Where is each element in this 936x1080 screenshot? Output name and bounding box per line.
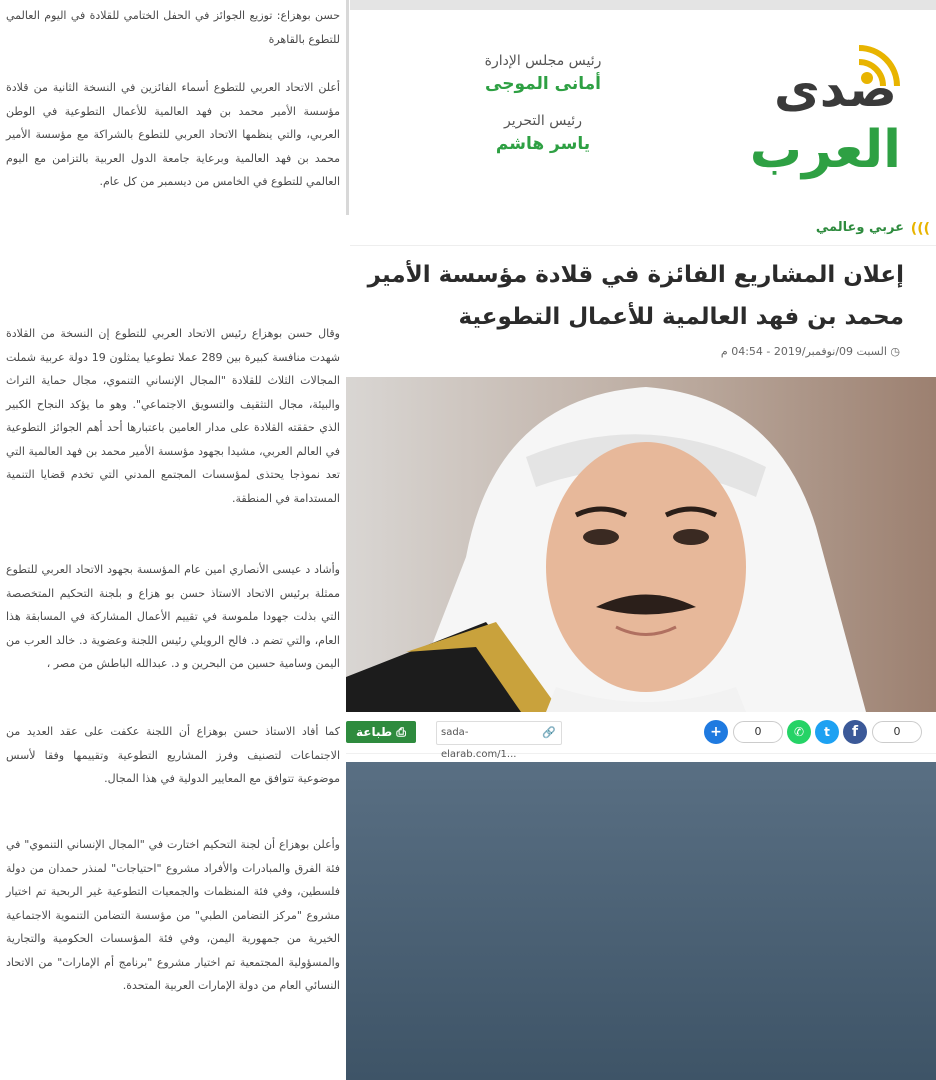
editor-name: ياسر هاشم — [495, 134, 591, 154]
editorial-board — [458, 50, 628, 170]
rss-icon[interactable]: ))) — [910, 221, 930, 237]
board-name: أمانى الموجى — [485, 74, 601, 94]
top-bar — [350, 0, 936, 10]
share-bar — [346, 712, 936, 760]
article-paragraph: وأشاد د عيسى الأنصاري امين عام المؤسسة بجهود الاتحاد العربي للتطوع ممثلة برئيس الاتحاد الاستاذ حسن بو هزاع و بلجنة التحكيم المتخصصة التي بذلت جهودا ملموسة في تقييم الأعمال المشاركة في المسابقة هذا العام، والتي تضم د. فالح الرويلي رئيس اللجنة وعضوية د. خالد العرب من اليمن وسامية حسين من البحرين و د. عبدالله الباطش من مصر ، — [6, 563, 340, 670]
addthis-plus-icon[interactable]: + — [704, 720, 728, 744]
article-body-column — [6, 0, 342, 1080]
logo-word-bottom: العرب — [749, 120, 901, 180]
clock-icon: ◷ — [886, 345, 900, 358]
print-button[interactable] — [346, 721, 416, 743]
link-icon: 🔗 — [542, 726, 556, 739]
whatsapp-icon[interactable]: ✆ — [787, 720, 811, 744]
column-divider — [346, 0, 349, 215]
article-paragraph: كما أفاد الاستاذ حسن بوهزاع أن اللجنة عكفت على عقد العديد من الاجتماعات لتصنيف وفرز المشاريع التطوعية وتقييمها وفقا لأسس موضوعية تتوافق مع المعايير الدولية في هذا المجال. — [6, 725, 340, 785]
date-text: السبت 09/نوفمبر/2019 - 04:54 م — [720, 345, 887, 358]
facebook-icon[interactable]: f — [843, 720, 867, 744]
article-paragraph: حسن بوهزاع: توزيع الجوائز في الحفل الختامي للقلادة في اليوم العالمي للتطوع بالقاهرة — [6, 9, 340, 46]
logo-word-top: صدى — [773, 60, 897, 118]
editor-role: رئيس التحرير — [504, 113, 582, 129]
print-icon: ⎙ — [392, 725, 406, 739]
category-link[interactable]: عربي وعالمي — [815, 220, 904, 235]
article-headline: إعلان المشاريع الفائزة في قلادة مؤسسة الأمير محمد بن فهد العالمية للأعمال التطوعية — [367, 262, 904, 330]
article-photo — [346, 377, 936, 712]
print-label: طباعة — [356, 725, 393, 739]
portrait-illustration — [346, 377, 936, 712]
ad-placeholder — [346, 762, 936, 1080]
site-logo[interactable] — [695, 32, 915, 202]
site-header — [350, 10, 936, 215]
article-date — [721, 345, 900, 358]
url-text: sada-elarab.com/1... — [441, 727, 517, 760]
share-count-left: 0 — [733, 721, 783, 743]
category-bar — [350, 216, 936, 246]
article-paragraph: وأعلن بوهزاع أن لجنة التحكيم اختارت في "المجال الإنساني التنموي" في فئة الفرق والمبادرات والأفراد مشروع "احتياجات" لمنذر حمدان من دولة فلسطين، وفي فئة المنظمات والجمعيات التطوعية غير الربحية تم اختيار مشروع "مركز التضامن الطبي" من مؤسسة التضامن التنموية الاجتماعية الخيرية من جمهورية اليمن، وفي فئة المؤسسات الحكومية والتجارية والمسؤولية المجتمعية تم اختيار مشروع "برنامج أم الإمارات" من الاتحاد النسائي العام من دولة الإمارات العربية المتحدة. — [6, 838, 340, 992]
article-paragraph: أعلن الاتحاد العربي للتطوع أسماء الفائزين في النسخة الثانية من قلادة مؤسسة الأمير محمد بن فهد العالمية للأعمال التطوعية في الوطن العربي، والتي ينظمها الاتحاد العربي للتطوع بالشراكة مع مؤسسة الأمير محمد بن فهد العالمية وبرعاية جامعة الدول العربية بالتزامن مع اليوم العالمي للتطوع في الخامس من ديسمبر من كل عام. — [6, 81, 340, 188]
share-count-right: 0 — [872, 721, 922, 743]
short-url-field[interactable] — [436, 721, 562, 760]
article-paragraph: وقال حسن بوهزاع رئيس الاتحاد العربي للتطوع إن النسخة من القلادة شهدت منافسة كبيرة بين 289 عملا تطوعيا يمثلون 19 دولة عربية شملت المجالات الثلاث للقلادة "المجال الإنساني التنموي، مجال حماية التراث والبيئة، مجال التثقيف والتسويق الاجتماعي". وهو ما يؤكد النجاح الكبير الذي حققته القلادة على مدار العامين باعتبارها أحد أهم الجوائز التطوعية في العالم العربي، مشيدا بجهود مؤسسة الأمير محمد بن فهد العالمية التي تعد نموذجا يحتذى لمؤسسات المجتمع المدني التي تخدم قضايا التنمية المستدامة في المنطقة. — [6, 327, 341, 505]
twitter-icon[interactable]: t — [815, 720, 839, 744]
board-role: رئيس مجلس الإدارة — [484, 53, 602, 69]
